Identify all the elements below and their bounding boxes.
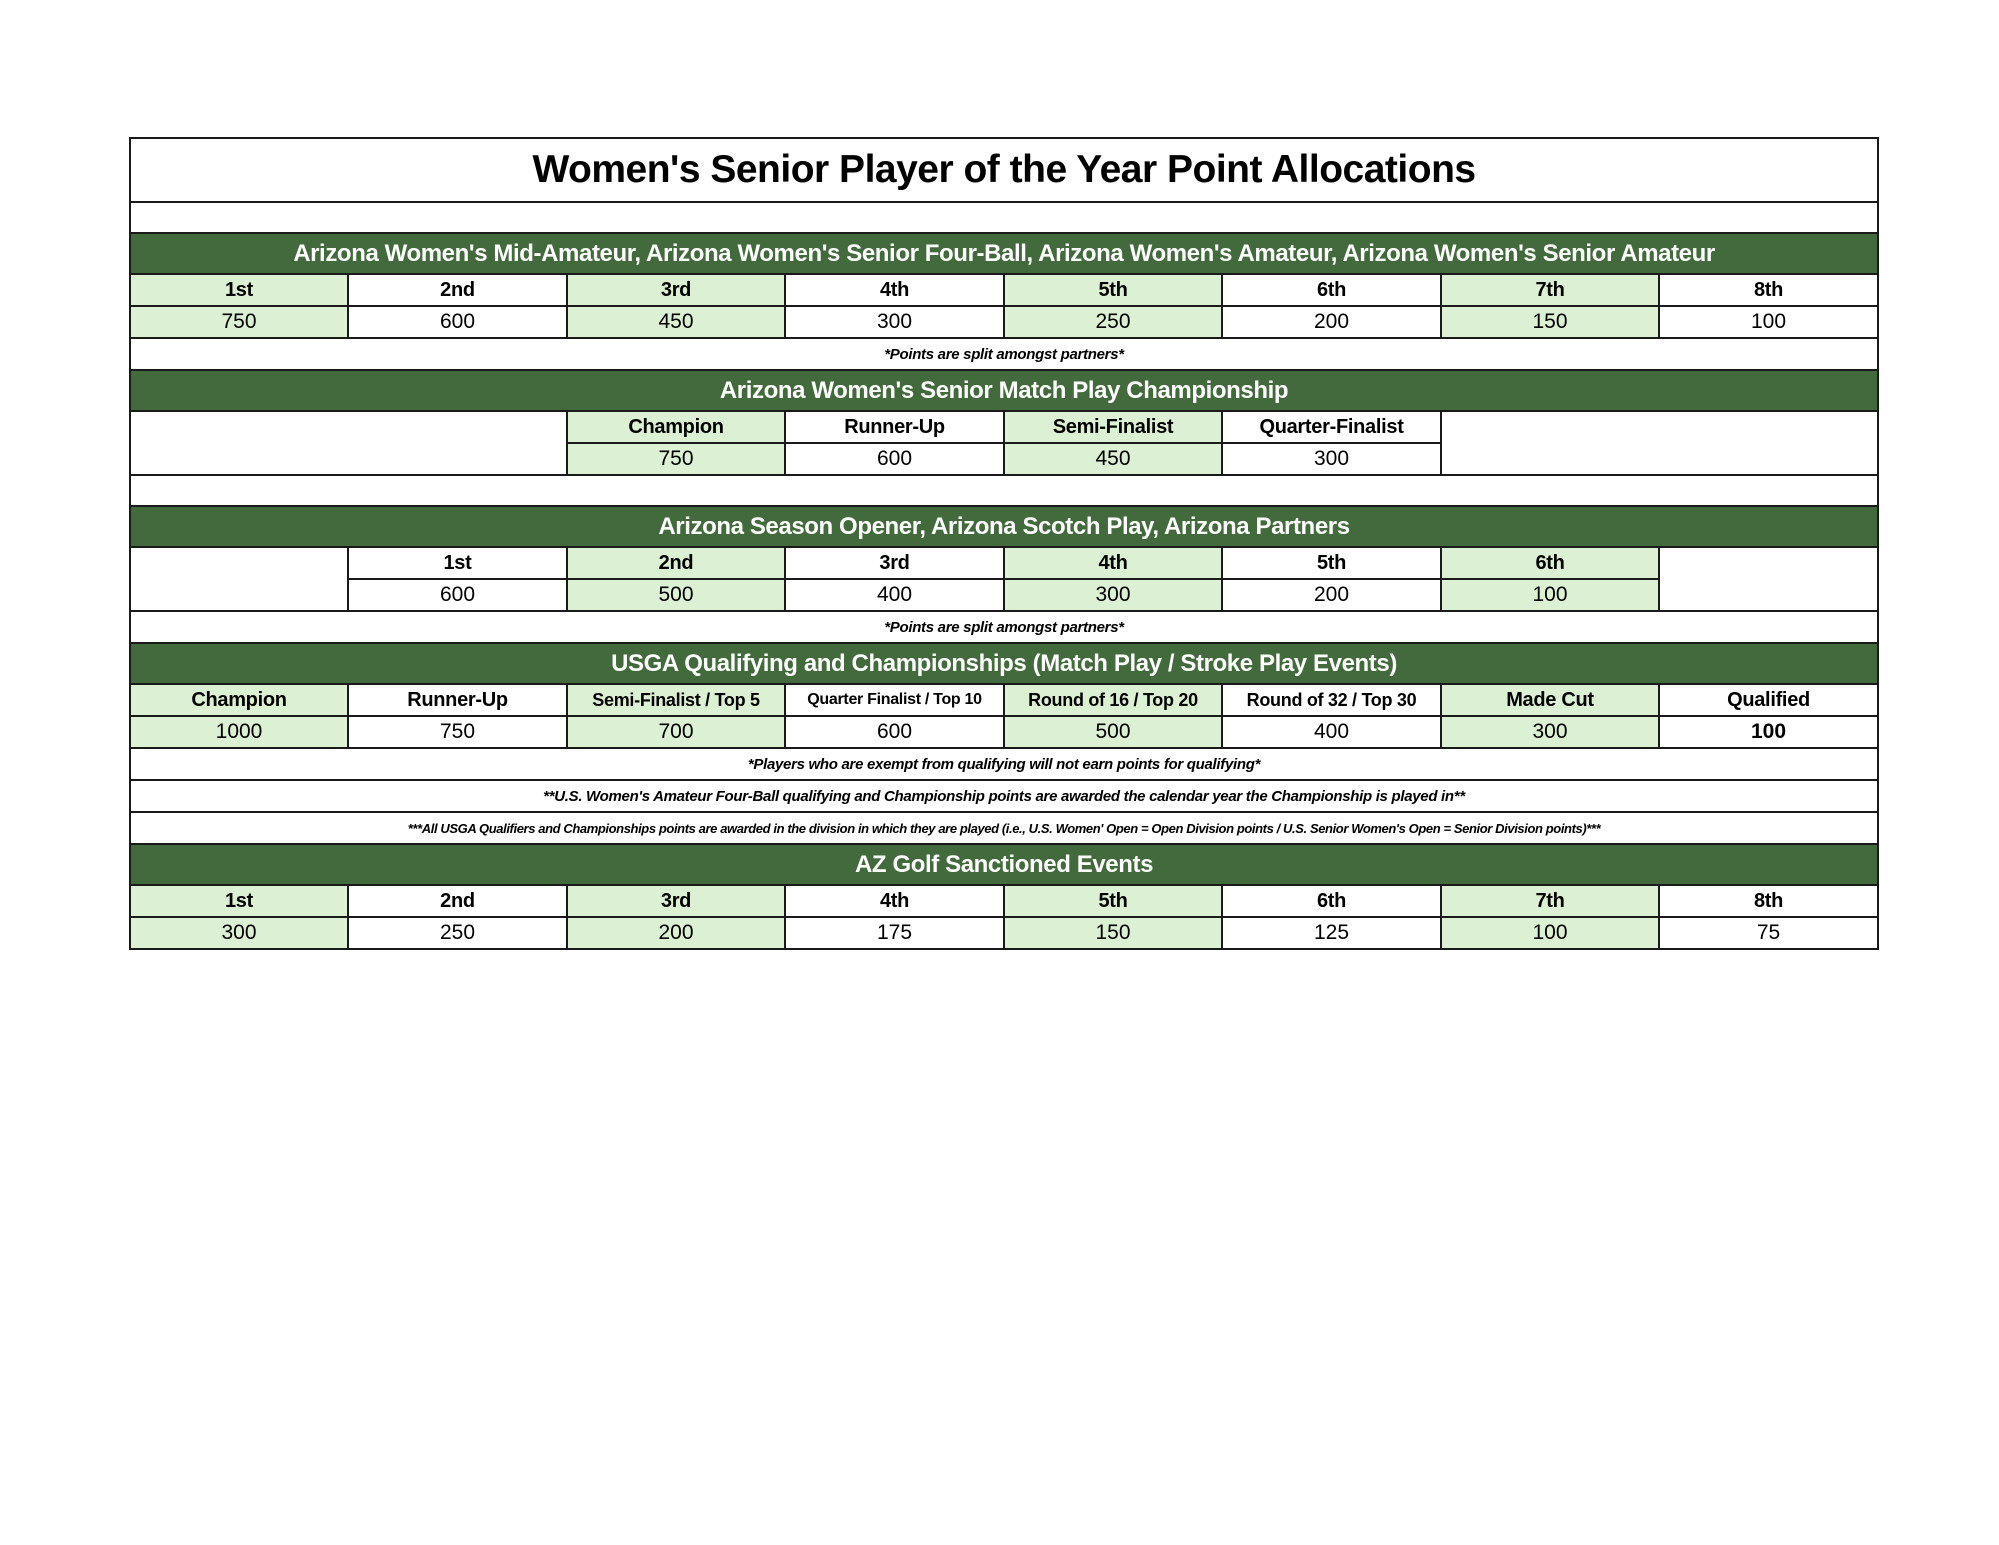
value-cell: 450 (567, 306, 785, 338)
header-cell: 1st (130, 885, 348, 917)
value-cell: 300 (1222, 443, 1441, 475)
spacer-row (130, 475, 1878, 506)
page-title: Women's Senior Player of the Year Point Allocations (130, 138, 1878, 202)
partners-note: *Points are split amongst partners* (130, 338, 1878, 370)
header-cell: 4th (785, 885, 1004, 917)
value-cell: 175 (785, 917, 1004, 949)
value-cell: 100 (1659, 716, 1878, 748)
header-cell: Runner-Up (785, 411, 1004, 443)
value-cell: 600 (348, 579, 567, 611)
value-cell: 700 (567, 716, 785, 748)
value-cell: 75 (1659, 917, 1878, 949)
section-heading-az-amateur-events: Arizona Women's Mid-Amateur, Arizona Women's Senior Four-Ball, Arizona Women's Amateur, Arizona Women's Senior Amateur (130, 233, 1878, 274)
value-cell: 600 (348, 306, 567, 338)
value-cell: 300 (1004, 579, 1222, 611)
value-cell: 200 (567, 917, 785, 949)
value-cell: 250 (1004, 306, 1222, 338)
section-heading-az-golf-sanctioned: AZ Golf Sanctioned Events (130, 844, 1878, 885)
value-cell: 400 (785, 579, 1004, 611)
spacer-row (130, 202, 1878, 233)
value-cell: 100 (1441, 579, 1659, 611)
header-cell: 4th (785, 274, 1004, 306)
header-cell: 6th (1441, 547, 1659, 579)
header-cell: 7th (1441, 274, 1659, 306)
section-heading-season-opener: Arizona Season Opener, Arizona Scotch Play, Arizona Partners (130, 506, 1878, 547)
header-cell: Quarter-Finalist (1222, 411, 1441, 443)
value-cell: 600 (785, 443, 1004, 475)
section-heading-match-play: Arizona Women's Senior Match Play Championship (130, 370, 1878, 411)
header-cell: Round of 16 / Top 20 (1004, 684, 1222, 716)
value-cell: 200 (1222, 579, 1441, 611)
value-cell: 250 (348, 917, 567, 949)
header-cell: Qualified (1659, 684, 1878, 716)
value-cell: 750 (130, 306, 348, 338)
header-cell: 8th (1659, 274, 1878, 306)
header-cell: 5th (1222, 547, 1441, 579)
header-cell: 6th (1222, 885, 1441, 917)
value-cell: 300 (130, 917, 348, 949)
header-cell: 2nd (348, 885, 567, 917)
value-cell: 150 (1441, 306, 1659, 338)
value-cell: 750 (348, 716, 567, 748)
points-table (129, 137, 1879, 950)
empty-cell (1659, 547, 1878, 611)
header-cell: 1st (348, 547, 567, 579)
value-cell: 125 (1222, 917, 1441, 949)
header-cell: 7th (1441, 885, 1659, 917)
header-cell: Made Cut (1441, 684, 1659, 716)
header-cell: Semi-Finalist / Top 5 (567, 684, 785, 716)
division-note: ***All USGA Qualifiers and Championships points are awarded in the division in which they are played (i.e., U.S. Women' Open = Open Division points / U.S. Senior Women's Open = Senior Division points)*** (130, 812, 1878, 844)
empty-cell (130, 411, 567, 475)
section-heading-usga: USGA Qualifying and Championships (Match Play / Stroke Play Events) (130, 643, 1878, 684)
header-cell: 8th (1659, 885, 1878, 917)
value-cell: 1000 (130, 716, 348, 748)
value-cell: 450 (1004, 443, 1222, 475)
header-cell: 5th (1004, 274, 1222, 306)
value-cell: 100 (1441, 917, 1659, 949)
value-cell: 150 (1004, 917, 1222, 949)
value-cell: 500 (567, 579, 785, 611)
header-cell: 4th (1004, 547, 1222, 579)
header-cell: 1st (130, 274, 348, 306)
header-cell: 2nd (567, 547, 785, 579)
value-cell: 400 (1222, 716, 1441, 748)
exempt-note: *Players who are exempt from qualifying will not earn points for qualifying* (130, 748, 1878, 780)
header-cell: 3rd (785, 547, 1004, 579)
empty-cell (130, 547, 348, 611)
header-cell: Champion (567, 411, 785, 443)
value-cell: 300 (1441, 716, 1659, 748)
header-cell: Champion (130, 684, 348, 716)
header-cell: 5th (1004, 885, 1222, 917)
value-cell: 600 (785, 716, 1004, 748)
header-cell: 6th (1222, 274, 1441, 306)
value-cell: 500 (1004, 716, 1222, 748)
partners-note: *Points are split amongst partners* (130, 611, 1878, 643)
header-cell: Round of 32 / Top 30 (1222, 684, 1441, 716)
four-ball-note: **U.S. Women's Amateur Four-Ball qualifying and Championship points are awarded the calendar year the Championship is played in** (130, 780, 1878, 812)
header-cell: Runner-Up (348, 684, 567, 716)
header-cell: Quarter Finalist / Top 10 (785, 684, 1004, 716)
value-cell: 750 (567, 443, 785, 475)
header-cell: 3rd (567, 274, 785, 306)
header-cell: 2nd (348, 274, 567, 306)
header-cell: Semi-Finalist (1004, 411, 1222, 443)
value-cell: 100 (1659, 306, 1878, 338)
value-cell: 200 (1222, 306, 1441, 338)
value-cell: 300 (785, 306, 1004, 338)
empty-cell (1441, 411, 1878, 475)
header-cell: 3rd (567, 885, 785, 917)
